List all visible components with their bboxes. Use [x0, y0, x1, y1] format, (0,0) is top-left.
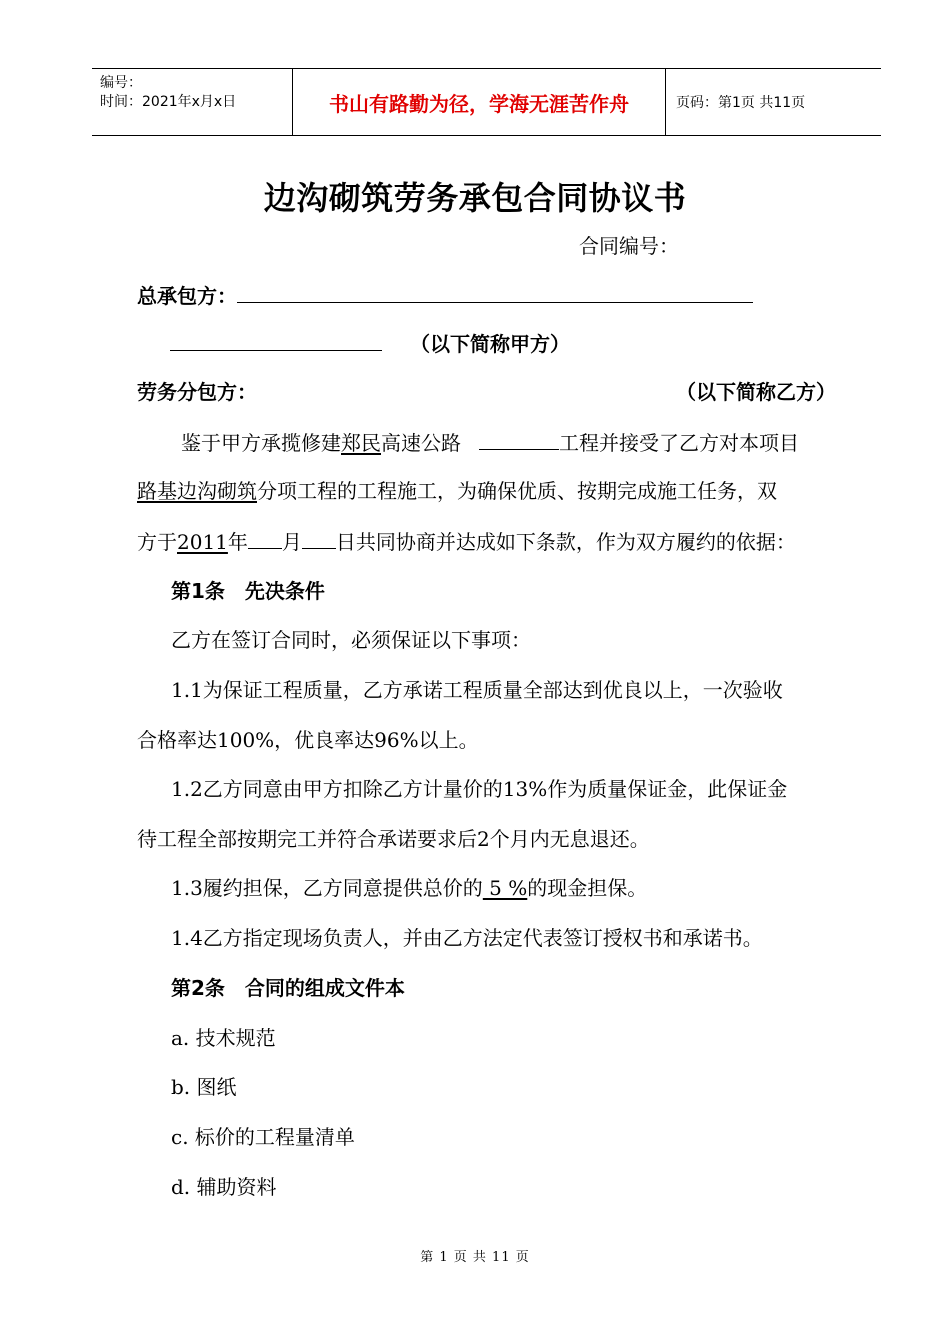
motto-text: 书山有路勤为径，学海无涯苦作舟 — [329, 91, 629, 116]
party-a-label: 总承包方： — [137, 284, 237, 308]
clause-text: 的现金担保。 — [527, 876, 648, 900]
party-a-note-line — [170, 329, 570, 358]
intro-text: 日共同协商并达成如下条款，作为双方履约的依据： — [335, 530, 796, 554]
party-b-label: 劳务分包方： — [137, 380, 257, 404]
intro-line-1 — [181, 428, 799, 457]
document-header — [92, 68, 881, 136]
header-page-info: 页码：第1页 共11页 — [676, 95, 806, 111]
work-item: 路基边沟砌筑 — [137, 479, 257, 503]
intro-text: 高速公路 — [381, 431, 461, 455]
party-b-note: （以下简称乙方） — [676, 380, 836, 404]
day-blank — [302, 527, 336, 549]
article-1-heading: 第1条 先决条件 — [171, 579, 325, 603]
intro-text: 方于 — [137, 530, 177, 554]
intro-text: 年 — [227, 530, 248, 554]
intro-text: 工程并接受了乙方对本项目 — [559, 431, 799, 455]
clause-1-2-line-2: 待工程全部按期完工并符合承诺要求后2个月内无息退还。 — [137, 827, 650, 851]
party-a-note: （以下简称甲方） — [410, 332, 570, 356]
page-footer: 第 1 页 共 11 页 — [420, 1250, 530, 1265]
clause-1-1-line-2: 合格率达100%，优良率达96%以上。 — [137, 728, 479, 752]
intro-text: 鉴于甲方承揽修建 — [181, 431, 341, 455]
doc-number-label: 编号： — [100, 75, 142, 91]
intro-line-2 — [137, 477, 777, 505]
project-blank — [479, 428, 559, 450]
list-item: a. 技术规范 — [171, 1026, 276, 1050]
clause-1-1-line-1: 1.1为保证工程质量，乙方承诺工程质量全部达到优良以上，一次验收 — [171, 678, 783, 702]
list-item: b. 图纸 — [171, 1075, 237, 1099]
month-blank — [248, 527, 282, 549]
header-page-cell — [666, 69, 881, 135]
clause-1-3 — [171, 874, 647, 902]
list-item: c. 标价的工程量清单 — [171, 1125, 355, 1149]
doc-time-label: 时间：2021年x月x日 — [100, 94, 237, 110]
project-name: 郑民 — [341, 431, 381, 455]
contract-number-label: 合同编号： — [579, 234, 679, 258]
header-motto-cell — [293, 69, 666, 135]
article-1-intro: 乙方在签订合同时，必须保证以下事项： — [171, 628, 531, 652]
intro-line-3 — [137, 527, 796, 556]
clause-text: 1.3履约担保，乙方同意提供总价的 — [171, 876, 483, 900]
list-item: d. 辅助资料 — [171, 1175, 277, 1199]
intro-text: 分项工程的工程施工，为确保优质、按期完成施工任务，双 — [257, 479, 777, 503]
party-a-line — [137, 281, 753, 310]
guarantee-percent: 5 % — [482, 876, 528, 900]
document-title: 边沟砌筑劳务承包合同协议书 — [263, 179, 687, 217]
party-a-blank — [237, 281, 753, 303]
clause-1-2-line-1: 1.2乙方同意由甲方扣除乙方计量价的13%作为质量保证金，此保证金 — [171, 777, 788, 801]
article-2-heading: 第2条 合同的组成文件本 — [171, 976, 405, 1000]
clause-1-4: 1.4乙方指定现场负责人，并由乙方法定代表签订授权书和承诺书。 — [171, 926, 763, 950]
intro-text: 月 — [281, 530, 302, 554]
sign-year: 2011 — [177, 530, 228, 554]
party-a-name-blank — [170, 329, 382, 351]
header-meta-cell — [92, 69, 293, 135]
